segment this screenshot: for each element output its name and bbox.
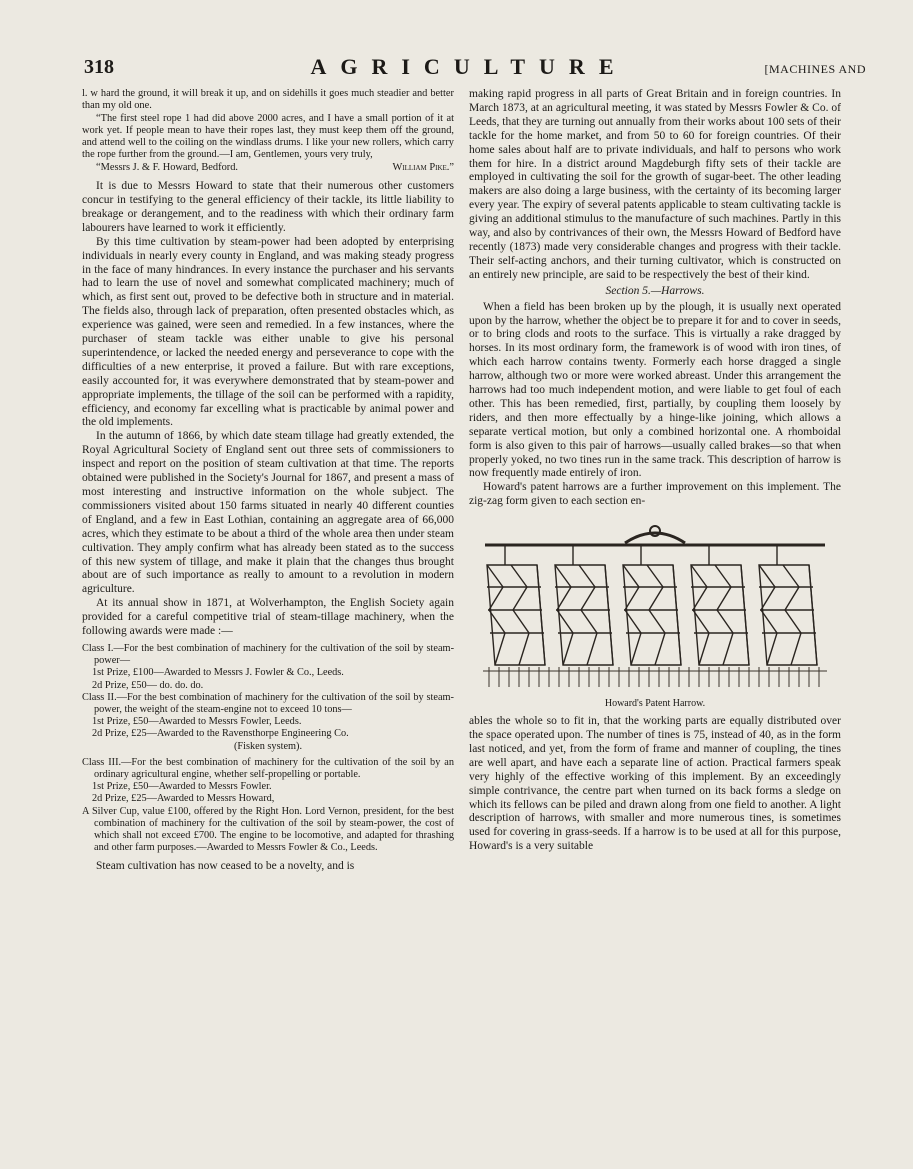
award-prize: 1st Prize, £50—Awarded to Messrs Fowler. [92,781,272,793]
paragraph: In the autumn of 1866, by which date steam tillage had greatly extended, the Royal Agricultural Society of England sent out three sets of commissioners to inspect and report on the position of steam cultivation at that time. The reports obtained were published in the Society's Journal for 1867, and present a mass of most interesting and instructive information on the whole subject. The commissioners visited about 150 farms situated in nearly 40 different counties of England, and a few in East Lothian, containing an aggregate area of 66,000 acres, which they estimate to be about a third of the whole area then under steam cultivation. They amply confirm what has already been stated as to the success of this new system of tillage, and make it plain that the changes thus brought about are of such importance as really to amount to a revolution in modern agriculture. [82,430,454,596]
paragraph: At its annual show in 1871, at Wolverhampton, the English Society again provided for a careful competitive trial of steam-tillage machinery, when the following awards were made :— [82,597,454,638]
paragraph: ables the whole so to fit in, that the working parts are equally distributed over the space operated upon. The number of tines is 75, instead of 40, as in the form last noticed, and yet, from the form of frame and manner of coupling, the tines are well apart, and have each a separate line of action. Practical farmers speak very highly of the effective working of this implement. By an exceedingly simple contrivance, the centre part when turned on its back forms a sledge on which its fellows can be piled and drawn along from one field to another. A light description of harrows, with smaller and more numerous tines, is sometimes used for covering in grass-seeds. If a harrow is to be used at all for this purpose, Howard's is a very suitable [469,715,841,853]
award-class: Class III.—For the best combination of machinery for the cultivation of the soil by an ordinary agricultural engine, whether self-propelling or portable. [82,756,454,781]
award-note: (Fisken system). [233,740,303,752]
award-silver-cup: A Silver Cup, value £100, offered by the Right Hon. Lord Vernon, president, for the best combination of machinery for the cultivation of the soil by steam-power, the cost of which shall not exceed £700. The engine to be locomotive, and adapted for thrashing and other farm purposes.—Awarded to Messrs Fowler & Co., Leeds. [82,805,454,854]
harrow-illustration [475,515,835,695]
award-prize: 2d Prize, £50— do. do. do. [92,679,204,691]
paragraph: It is due to Messrs Howard to state that their numerous other customers concur in testifying to the general efficiency of their tackle, its little liability to breakage or derangement, and to the readiness with which their ordinary farm labourers have learned to work it efficiently. [82,180,454,234]
left-column [82,88,454,874]
award-prize: 2d Prize, £25—Awarded to the Ravensthorpe Engineering Co. [92,728,349,740]
harrow-figure [469,515,841,711]
letter-signature [82,162,454,174]
letter-signatory: William Pike.” [392,161,454,173]
section-heading: Section 5.—Harrows. [605,284,705,297]
award-prize: 1st Prize, £50—Awarded to Messrs Fowler, Leeds. [92,716,302,728]
page-number: 318 [84,56,114,78]
paragraph: making rapid progress in all parts of Great Britain and in foreign countries. In March 1873, at an agricultural meeting, it was stated by Messrs Fowler & Co. of Leeds, that they are turning out annually from their works about 100 sets of their tackle for the home market, and from 50 to 60 for foreign countries. Of their home sales about half are to private individuals, and half to persons who work them for hire. In a district around Magdeburgh fifty sets of their tackle are employed in cultivating the soil for the growth of sugar-beet. The other leading makers are also doing a large business, with the certainty of its becoming larger every year. The expiry of several patents applicable to steam cultivating tackle is giving an additional stimulus to the manufacture of such machines. Partly in this way, and also by contrivances of their own, the Messrs Howard of Bedford have recently (1873) made very considerable changes and progress with their tackle. Their self-acting anchors, and their turning cultivator, which is constructed on an entirely new principle, are said to be respectively the best of their kind. [469,88,841,281]
awards-list [82,643,454,854]
award-prize: 2d Prize, £25—Awarded to Messrs Howard, [92,793,275,805]
letter-paragraph: l. w hard the ground, it will break it up, and on sidehills it goes much steadier and better than my old one. [82,88,454,112]
right-column [469,88,841,854]
award-prize: 1st Prize, £100—Awarded to Messrs J. Fowler & Co., Leeds. [92,667,344,679]
figure-caption: Howard's Patent Harrow. [604,698,706,710]
paragraph: Steam cultivation has now ceased to be a novelty, and is [96,860,355,873]
running-section: [MACHINES AND [764,62,866,76]
letter-paragraph: “The first steel rope 1 had did above 2000 acres, and I have a small portion of it at work yet. If people mean to have their ropes last, they must keep them off the ground, and attend well to the coiling on the windlass drums. I like your new rollers, which carry the rope further from the ground.—I am, Gentlemen, yours very truly, [82,112,454,161]
paragraph: When a field has been broken up by the plough, it is usually next operated upon by the harrow, whether the object be to prepare it for and to cover in seeds, or to bring clods and roots to the surface. This is virtually a rake dragged by horses. In its most ordinary form, the framework is of wood with iron tines, of which each harrow contains twenty. Formerly each horse dragged a single harrow, although two or more were worked abreast. Under this arrangement the harrows had too much independent motion, and were liable to get foul of each other. This has been remedied, first, partially, by coupling them loosely by riders, and then more effectually by a hinge-like joining, which allows a separate vertical motion, but only a combined horizontal one. A rhomboidal form is also given to this pair of harrows—usually called brakes—so that when properly yoked, no two tines run in the same track. This description of harrow is now frequently made entirely of iron. [469,300,841,480]
award-class: Class II.—For the best combination of machinery for the cultivation of the soil by steam-power, the weight of the steam-engine not to exceed 10 tons— [82,691,454,715]
running-title: AGRICULTURE [310,54,628,79]
quoted-letter [82,88,454,174]
page-header [84,54,866,84]
paragraph: By this time cultivation by steam-power had been adopted by enterprising individuals in nearly every county in England, and was making steady progress in the face of many hindrances. In every instance the purchaser and his servants had to learn the use of novel and somewhat complicated machinery; much of which, as first sent out, proved to be defective both in structure and in material. The fields also, through lack of preparation, often presented obstacles which, as experience was gained, were seen and remedied. In a few instances, where the purchaser of steam tackle was either unable to give his personal superintendence, or lacked the needed energy and perseverance to cope with the difficulties of a new enterprise, it proved a failure. But with rare exceptions, easily accounted for, it was everywhere demonstrated that by steam-power and appropriate implements, the tillage of the soil can be performed with a rapidity, efficiency, and economy far excelling what is practicable by animal power and the old implements. [82,235,454,429]
letter-addressee: “Messrs J. & F. Howard, Bedford. [96,161,239,173]
paragraph: Howard's patent harrows are a further improvement on this implement. The zig-zag form given to each section en- [469,481,841,508]
award-class: Class I.—For the best combination of machinery for the cultivation of the soil by steam-power— [82,642,454,667]
